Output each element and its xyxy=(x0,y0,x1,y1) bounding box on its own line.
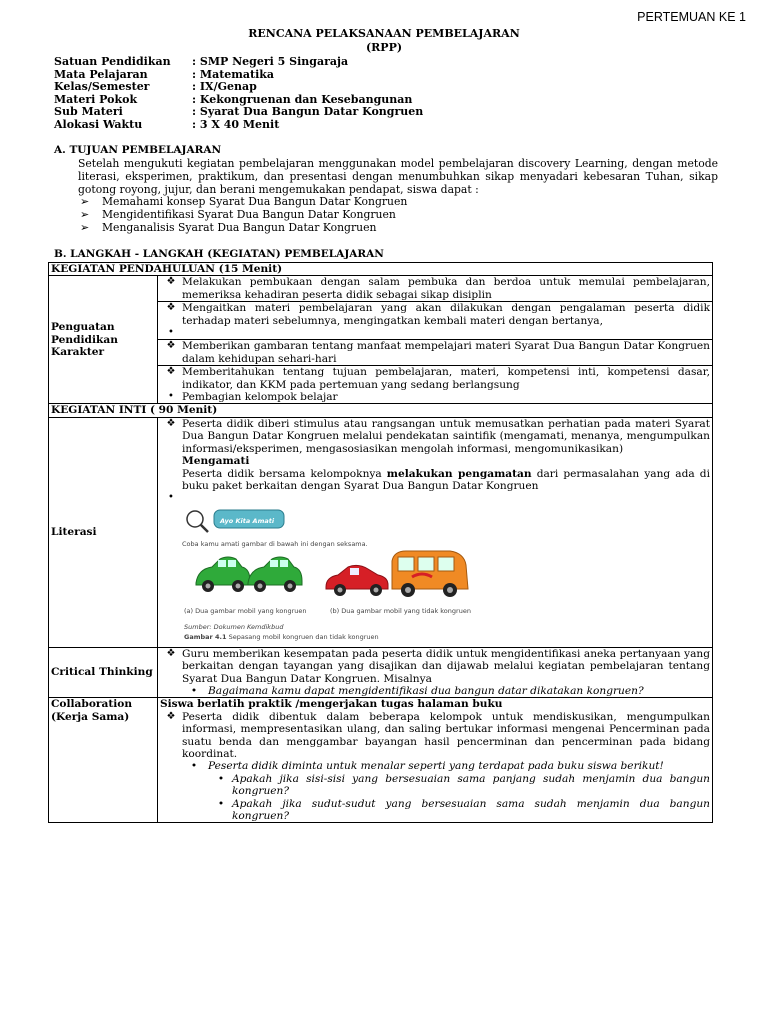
dot-bullet-icon: • xyxy=(168,327,174,339)
inti-header: KEGIATAN INTI ( 90 Menit) xyxy=(49,404,713,417)
identity-key: Mata Pelajaran xyxy=(54,67,148,81)
arrow-bullet-icon: ➢ xyxy=(80,220,90,234)
identity-key: Kelas/Semester xyxy=(54,80,150,94)
section-a-text: Setelah mengukuti kegiatan pembelajaran menggunakan model pembelajaran discovery Learning, dengan metode literasi, eksperimen, praktikum, dan presentasi dengan menumbuhkan sikap menyadari kebesaran Tuhan, sikap gotong royong, jujur, dan berani mengemukakan pendapat, siswa dapat : xyxy=(78,157,718,196)
critical-label: Critical Thinking xyxy=(49,647,158,698)
pendahuluan-item: ❖ Mengaitkan materi pembelajaran yang akan dilakukan dengan pengalaman peserta didik terhadap materi sebelumnya, mengingatkan kembali materi dengan bertanya, • xyxy=(158,302,713,340)
karakter-label: Penguatan Pendidikan Karakter xyxy=(49,276,158,404)
identity-value: : Matematika xyxy=(192,67,275,81)
arrow-bullet-icon: ➢ xyxy=(80,207,90,221)
section-b-title: B. LANGKAH - LANGKAH (KEGIATAN) PEMBELAJARAN xyxy=(54,248,384,260)
identity-value: : IX/Genap xyxy=(192,80,257,94)
identity-key: Sub Materi xyxy=(54,105,123,119)
red-car xyxy=(326,565,388,596)
dot-bullet-icon: • xyxy=(168,391,174,403)
textbook-figure xyxy=(182,505,682,647)
goal-item: ➢ Menganalisis Syarat Dua Bangun Datar Kongruen xyxy=(80,220,377,234)
diamond-bullet-icon: ❖ xyxy=(166,710,176,722)
diamond-bullet-icon: ❖ xyxy=(166,366,176,378)
orange-van xyxy=(392,551,468,597)
identity-value: : Kekongruenan dan Kesebangunan xyxy=(192,92,413,106)
figure-source: Sumber: Dokumen Kemdikbud xyxy=(184,622,284,631)
dot-bullet-icon: • xyxy=(217,797,225,810)
magnifier-icon xyxy=(187,511,203,527)
diamond-bullet-icon: ❖ xyxy=(166,276,176,288)
figure-instruction: Coba kamu amati gambar di bawah ini dengan seksama. xyxy=(182,539,368,548)
identity-key: Satuan Pendidikan xyxy=(54,55,171,68)
literasi-observe-text: Peserta didik bersama kelompoknya melakukan pengamatan dari permasalahan yang ada di buku paket berkaitan dengan Syarat Dua Bangun Datar Kongruen xyxy=(182,467,710,492)
goal-list xyxy=(80,196,407,234)
collab-heading: Siswa berlatih praktik /mengerjakan tugas halaman buku xyxy=(160,698,503,711)
goal-item: ➢ Memahami konsep Syarat Dua Bangun Datar Kongruen xyxy=(80,195,408,208)
identity-value: : 3 X 40 Menit xyxy=(192,117,280,131)
document-title: RENCANA PELAKSANAAN PEMBELAJARAN xyxy=(248,27,520,40)
activity-table xyxy=(48,262,713,823)
collab-label: Collaboration (Kerja Sama) xyxy=(49,698,158,823)
figure-title: Gambar 4.1 Sepasang mobil kongruen dan tidak kongruen xyxy=(184,632,379,641)
mengamati-heading: Mengamati xyxy=(182,455,250,468)
identity-key: Materi Pokok xyxy=(54,92,138,106)
green-car-2 xyxy=(248,557,302,592)
arrow-bullet-icon: ➢ xyxy=(80,195,90,208)
figure-banner: Ayo Kita Amati xyxy=(220,516,275,525)
identity-key: Alokasi Waktu xyxy=(54,117,143,131)
pendahuluan-item: ❖ Memberikan gambaran tentang manfaat mempelajari materi Syarat Dua Bangun Datar Kongruen dalam kehidupan sehari-hari xyxy=(158,340,713,366)
diamond-bullet-icon: ❖ xyxy=(166,647,176,659)
dot-bullet-icon: • xyxy=(190,760,198,773)
pendahuluan-item: ❖ Melakukan pembukaan dengan salam pembuka dan berdoa untuk memulai pembelajaran, memeriksa kehadiran peserta didik sebagai sikap disiplin xyxy=(158,276,713,302)
dot-bullet-icon: • xyxy=(190,684,198,697)
dot-bullet-icon: • xyxy=(168,492,174,504)
identity-value: : SMP Negeri 5 Singaraja xyxy=(192,55,349,68)
literasi-content: ❖ Peserta didik diberi stimulus atau rangsangan untuk memusatkan perhatian pada materi Syarat Dua Bangun Datar Kongruen melalui pendekatan saintifik (mengamati, menanya, mengumpulkan informasi/eksperimen, mengasosiasikan mengolah informasi, mengomunikasikan) Mengamati Peserta didik bersama kelompoknya melakukan pengamatan dari permasalahan yang ada di buku paket berkaitan dengan Syarat Dua Bangun Datar Kongruen • Ayo Kita Amati Coba kamu amati gambar di bawah ini dengan seksama. (a) Dua gambar mobil yang kongruen (b) Dua gambar mobil yang tidak kongruen Sumber: Dokumen Kemdikbud Gambar 4.1 Sepasang mobil kongruen dan tidak kongruen xyxy=(158,417,713,647)
green-car-1 xyxy=(196,557,250,592)
diamond-bullet-icon: ❖ xyxy=(166,340,176,352)
pendahuluan-item: ❖ Memberitahukan tentang tujuan pembelajaran, materi, kompetensi inti, kompetensi dasar, indikator, dan KKM pada pertemuan yang sedang berlangsung • Pembagian kelompok belajar xyxy=(158,366,713,404)
document-subtitle: (RPP) xyxy=(365,41,403,54)
diamond-bullet-icon: ❖ xyxy=(166,417,176,429)
section-a-title: A. TUJUAN PEMBELAJARAN xyxy=(54,144,222,156)
diamond-bullet-icon: ❖ xyxy=(166,302,176,314)
pendahuluan-header: KEGIATAN PENDAHULUAN (15 Menit) xyxy=(49,263,713,276)
literasi-label: Literasi xyxy=(49,417,158,647)
magnifier-handle xyxy=(201,525,208,532)
figure-caption-a: (a) Dua gambar mobil yang kongruen xyxy=(184,606,307,615)
identity-value: : Syarat Dua Bangun Datar Kongruen xyxy=(192,105,424,119)
critical-content: ❖ Guru memberikan kesempatan pada peserta didik untuk mengidentifikasi aneka pertanyaan yang berkaitan dengan tayangan yang disajikan dan dijawab melalui kegiatan pembelajaran tentang Syarat Dua Bangun Datar Kongruen. Misalnya • Bagaimana kamu dapat mengidentifikasi dua bangun datar dikatakan kongruen? xyxy=(158,647,713,698)
goal-item: ➢ Mengidentifikasi Syarat Dua Bangun Datar Kongruen xyxy=(80,207,396,221)
meeting-label: PERTEMUAN KE 1 xyxy=(637,10,746,24)
collab-content: Siswa berlatih praktik /mengerjakan tugas halaman buku ❖ Peserta didik dibentuk dalam beberapa kelompok untuk mendiskusikan, mengumpulkan informasi, mempresentasikan ulang, dan saling bertukar informasi mengenai Pencerminan pada suatu benda dan menggambar bayangan hasil pencerminan dan pencerminan pada bidang koordinat. • Peserta didik diminta untuk menalar seperti yang terdapat pada buku siswa berikut! • Apakah jika sisi-sisi yang bersesuaian sama panjang sudah menjamin dua bangun kongruen? • Apakah jika sudut-sudut yang bersesuaian sama sudah menjamin dua bangun kongruen? xyxy=(158,698,713,823)
dot-bullet-icon: • xyxy=(217,772,225,785)
identity-table xyxy=(54,56,423,132)
figure-caption-b: (b) Dua gambar mobil yang tidak kongruen xyxy=(330,606,471,615)
